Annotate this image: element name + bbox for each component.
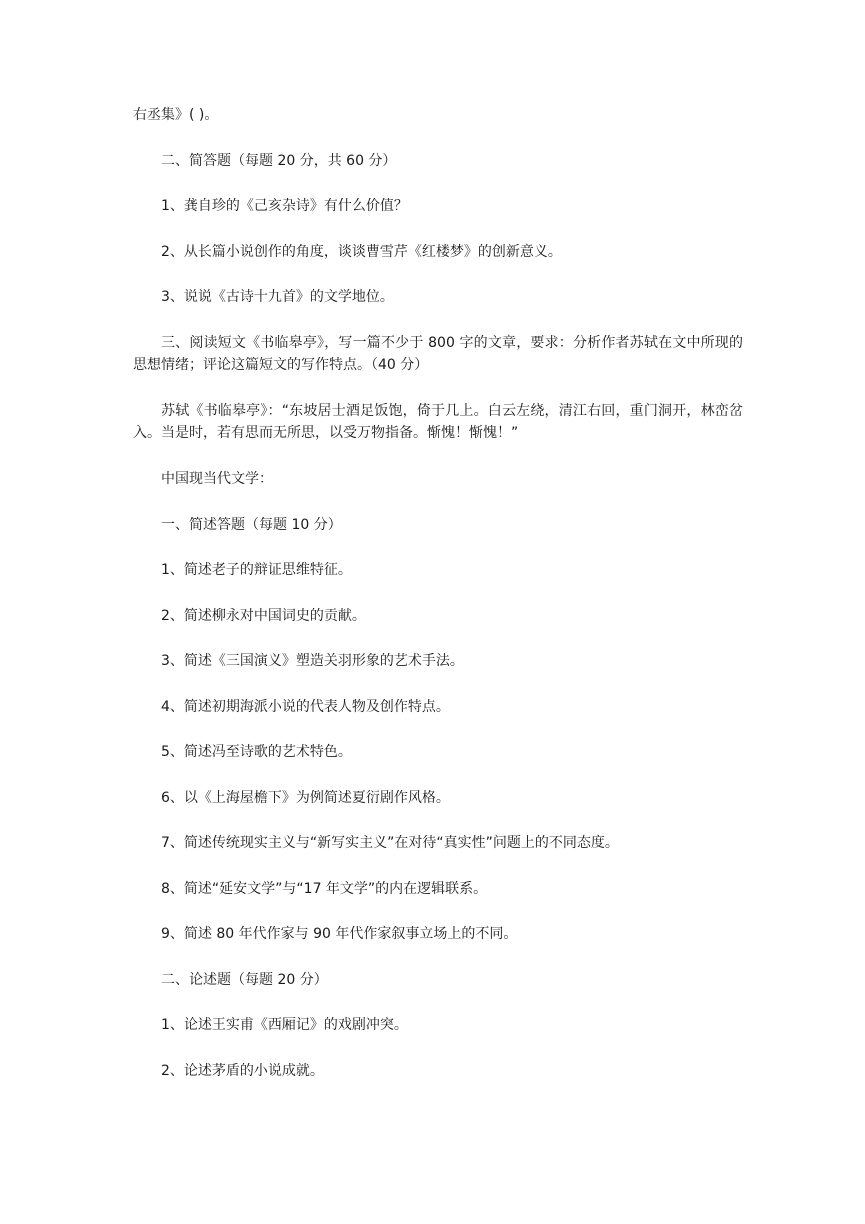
- question-item: 8、简述“延安文学”与“17 年文学”的内在逻辑联系。: [161, 881, 488, 897]
- question-item: 1、龚自珍的《己亥杂诗》有什么价值？: [161, 198, 408, 214]
- section-heading-brief-answer: 一、简述答题（每题 10 分）: [161, 517, 342, 533]
- question-item: 3、简述《三国演义》塑造关羽形象的艺术手法。: [161, 653, 464, 669]
- question-item: 2、论述茅盾的小说成就。: [161, 1063, 324, 1079]
- section-heading-short-answer: 二、简答题（每题 20 分，共 60 分）: [161, 153, 397, 169]
- question-item: 1、简述老子的辩证思维特征。: [161, 562, 352, 578]
- section-title-modern-literature: 中国现当代文学：: [161, 471, 273, 487]
- question-item: 1、论述王实甫《西厢记》的戏剧冲突。: [161, 1017, 408, 1033]
- reading-passage: 苏轼《书临皋亭》：“东坡居士酒足饭饱，倚于几上。白云左绕，清江右回，重门洞开，林峦岔入。当是时，若有思而无所思，以受万物指备。惭愧！惭愧！”: [133, 403, 743, 441]
- section-heading-reading: 三、阅读短文《书临皋亭》，写一篇不少于 800 字的文章，要求：分析作者苏轼在文中所现的思想情绪；评论这篇短文的写作特点。（40 分）: [133, 335, 743, 373]
- question-item: 6、以《上海屋檐下》为例简述夏衍剧作风格。: [161, 790, 450, 806]
- question-item: 4、简述初期海派小说的代表人物及创作特点。: [161, 699, 450, 715]
- paragraph-continuation: 右丞集》( )。: [133, 107, 219, 123]
- question-item: 2、简述柳永对中国词史的贡献。: [161, 608, 366, 624]
- question-item: 5、简述冯至诗歌的艺术特色。: [161, 744, 352, 760]
- section-heading-essay: 二、论述题（每题 20 分）: [161, 972, 328, 988]
- question-item: 3、说说《古诗十九首》的文学地位。: [161, 289, 394, 305]
- question-item: 9、简述 80 年代作家与 90 年代作家叙事立场上的不同。: [161, 926, 518, 942]
- question-item: 7、简述传统现实主义与“新写实主义”在对待“真实性”问题上的不同态度。: [161, 835, 619, 851]
- question-item: 2、从长篇小说创作的角度，谈谈曹雪芹《红楼梦》的创新意义。: [161, 244, 562, 260]
